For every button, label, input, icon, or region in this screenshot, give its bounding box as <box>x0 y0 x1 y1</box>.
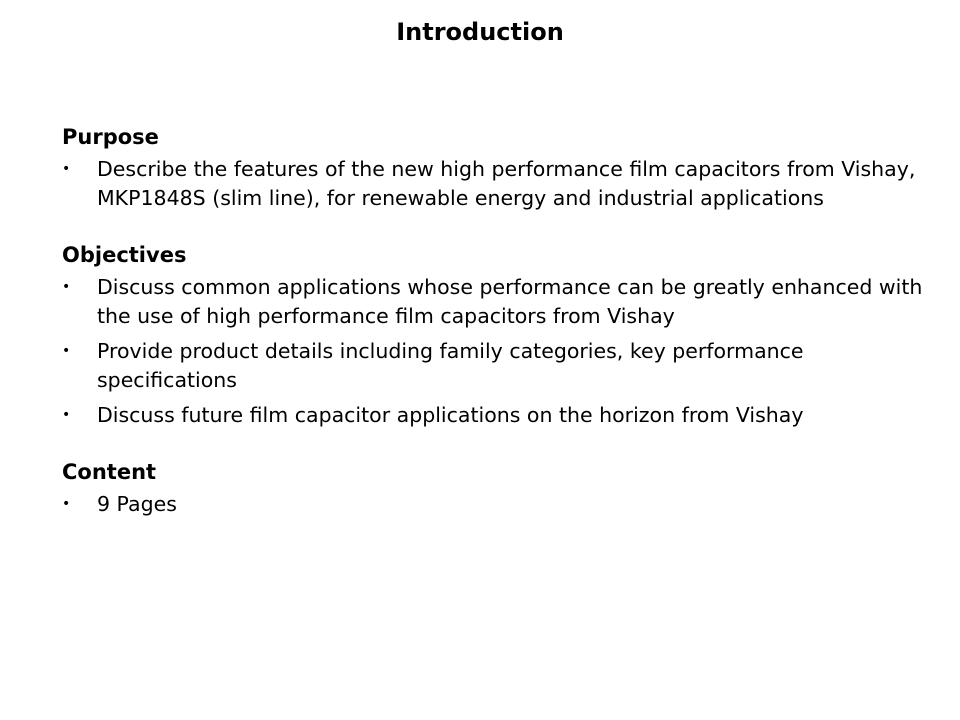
list-item <box>62 490 928 519</box>
slide-body <box>62 123 928 519</box>
slide-title: Introduction <box>396 18 564 46</box>
bullet-list <box>62 155 928 213</box>
section-heading: Purpose <box>62 125 159 149</box>
section-heading: Objectives <box>62 243 187 267</box>
bullet-list <box>62 490 928 519</box>
section-objectives <box>62 241 928 430</box>
list-item <box>62 401 928 430</box>
section-heading: Content <box>62 460 157 484</box>
bullet-list <box>62 273 928 430</box>
list-item <box>62 273 928 331</box>
bullet-icon: • <box>62 279 71 295</box>
list-item-text: Discuss common applications whose performance can be greatly enhanced with the use of high performance film capacitors from Vishay <box>97 275 923 328</box>
list-item <box>62 337 928 395</box>
section-content <box>62 458 928 519</box>
list-item-text: 9 Pages <box>97 492 177 516</box>
bullet-icon: • <box>62 343 71 359</box>
section-purpose <box>62 123 928 213</box>
bullet-icon: • <box>62 407 71 423</box>
list-item-text: Discuss future film capacitor applications on the horizon from Vishay <box>97 403 804 427</box>
bullet-icon: • <box>62 161 71 177</box>
list-item <box>62 155 928 213</box>
list-item-text: Provide product details including family categories, key performance specifications <box>97 339 804 392</box>
bullet-icon: • <box>62 496 71 512</box>
list-item-text: Describe the features of the new high performance film capacitors from Vishay, MKP1848S (slim line), for renewable energy and industrial applications <box>97 157 916 210</box>
